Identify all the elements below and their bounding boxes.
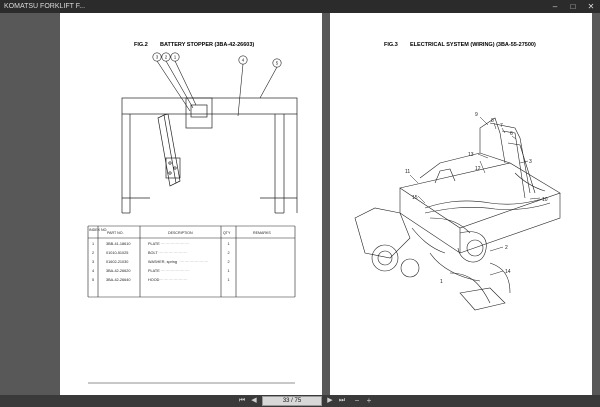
page-right-canvas bbox=[330, 13, 592, 395]
callout-2: 2 bbox=[505, 245, 508, 251]
page-left bbox=[60, 13, 322, 395]
next-page-icon[interactable]: ▶ bbox=[327, 397, 333, 404]
row-leader-dots: ······················· bbox=[160, 269, 190, 273]
header-qty: QTY bbox=[223, 231, 231, 235]
callout-2-label: 2 bbox=[164, 54, 168, 60]
zoom-in-icon[interactable]: + bbox=[366, 396, 372, 405]
callout-10: 10 bbox=[542, 197, 548, 203]
page-navigator bbox=[238, 396, 346, 406]
fig2-caption: BATTERY STOPPER (3BA-42-26603) bbox=[160, 42, 255, 48]
row-part-no: 01010-51025 bbox=[106, 251, 129, 255]
row-part-no: 3BB-41-18610 bbox=[106, 242, 131, 246]
page-left-canvas bbox=[60, 13, 322, 395]
callout-13: 13 bbox=[468, 152, 474, 158]
minimize-button[interactable]: – bbox=[552, 2, 558, 11]
close-button[interactable]: ✕ bbox=[587, 2, 595, 11]
row-leader-dots: ······················· bbox=[179, 260, 209, 264]
row-description: BOLT bbox=[148, 251, 158, 255]
callout-8: 8 bbox=[491, 118, 494, 124]
title-bar bbox=[0, 0, 600, 13]
window-title: KOMATSU FORKLIFT F... bbox=[4, 3, 86, 10]
row-qty: 1 bbox=[227, 269, 230, 273]
fig3-caption: ELECTRICAL SYSTEM (WIRING) (3BA-55-27500) bbox=[410, 42, 536, 48]
callout-5-label: 5 bbox=[275, 60, 279, 66]
callout-3-label: 3 bbox=[155, 54, 159, 60]
row-leader-dots: ······················· bbox=[158, 251, 188, 255]
callout-6: 6 bbox=[510, 131, 513, 137]
row-index: 5 bbox=[91, 278, 95, 282]
battery-stopper-drawing bbox=[122, 98, 297, 213]
callout-14: 14 bbox=[505, 269, 511, 275]
callout-15: 15 bbox=[412, 195, 418, 201]
last-page-icon[interactable]: ⏭ bbox=[338, 397, 346, 404]
status-bar bbox=[0, 395, 600, 407]
wiring-drawing bbox=[355, 118, 560, 310]
callout-4-label: 4 bbox=[241, 57, 245, 63]
row-index: 2 bbox=[91, 251, 95, 255]
row-qty: 1 bbox=[227, 242, 230, 246]
row-leader-dots: ······················· bbox=[160, 242, 190, 246]
prev-page-icon[interactable]: ◀ bbox=[251, 397, 257, 404]
row-description: HOOD bbox=[148, 278, 160, 282]
callout-1: 1 bbox=[440, 279, 443, 285]
callout-7: 7 bbox=[500, 123, 503, 129]
first-page-icon[interactable]: ⏮ bbox=[238, 397, 246, 404]
document-viewer[interactable] bbox=[0, 13, 600, 395]
row-index: 3 bbox=[91, 260, 95, 264]
row-qty: 2 bbox=[227, 260, 230, 264]
callout-9: 9 bbox=[475, 112, 478, 118]
row-description: PLATE bbox=[148, 269, 160, 273]
callout-11: 11 bbox=[405, 169, 411, 175]
row-description: PLATE bbox=[148, 242, 160, 246]
row-description: WASHER, spring bbox=[148, 260, 177, 264]
row-part-no: 3BA-42-26640 bbox=[106, 278, 131, 282]
maximize-button[interactable]: □ bbox=[570, 2, 576, 11]
row-index: 4 bbox=[91, 269, 95, 273]
header-index: INDEX NO. bbox=[89, 228, 108, 232]
callout-1-label: 1 bbox=[173, 54, 177, 60]
callout-12: 12 bbox=[475, 166, 481, 172]
header-description: DESCRIPTION bbox=[168, 231, 193, 235]
row-part-no: 3BA-42-26620 bbox=[106, 269, 131, 273]
row-qty: 1 bbox=[227, 278, 230, 282]
header-part-no: PART NO. bbox=[107, 231, 124, 235]
zoom-out-icon[interactable]: − bbox=[354, 396, 360, 405]
page-number-field[interactable]: 33 / 75 bbox=[262, 396, 322, 406]
page-right bbox=[330, 13, 592, 395]
row-part-no: 01602-21030 bbox=[106, 260, 129, 264]
callout-3: 3 bbox=[529, 159, 532, 165]
row-qty: 2 bbox=[227, 251, 230, 255]
row-index: 1 bbox=[91, 242, 95, 246]
fig2-title: FIG.2 bbox=[134, 42, 148, 48]
row-leader-dots: ······················· bbox=[158, 278, 188, 282]
fig3-title: FIG.3 bbox=[384, 42, 398, 48]
header-remarks: REMARKS bbox=[253, 231, 271, 235]
